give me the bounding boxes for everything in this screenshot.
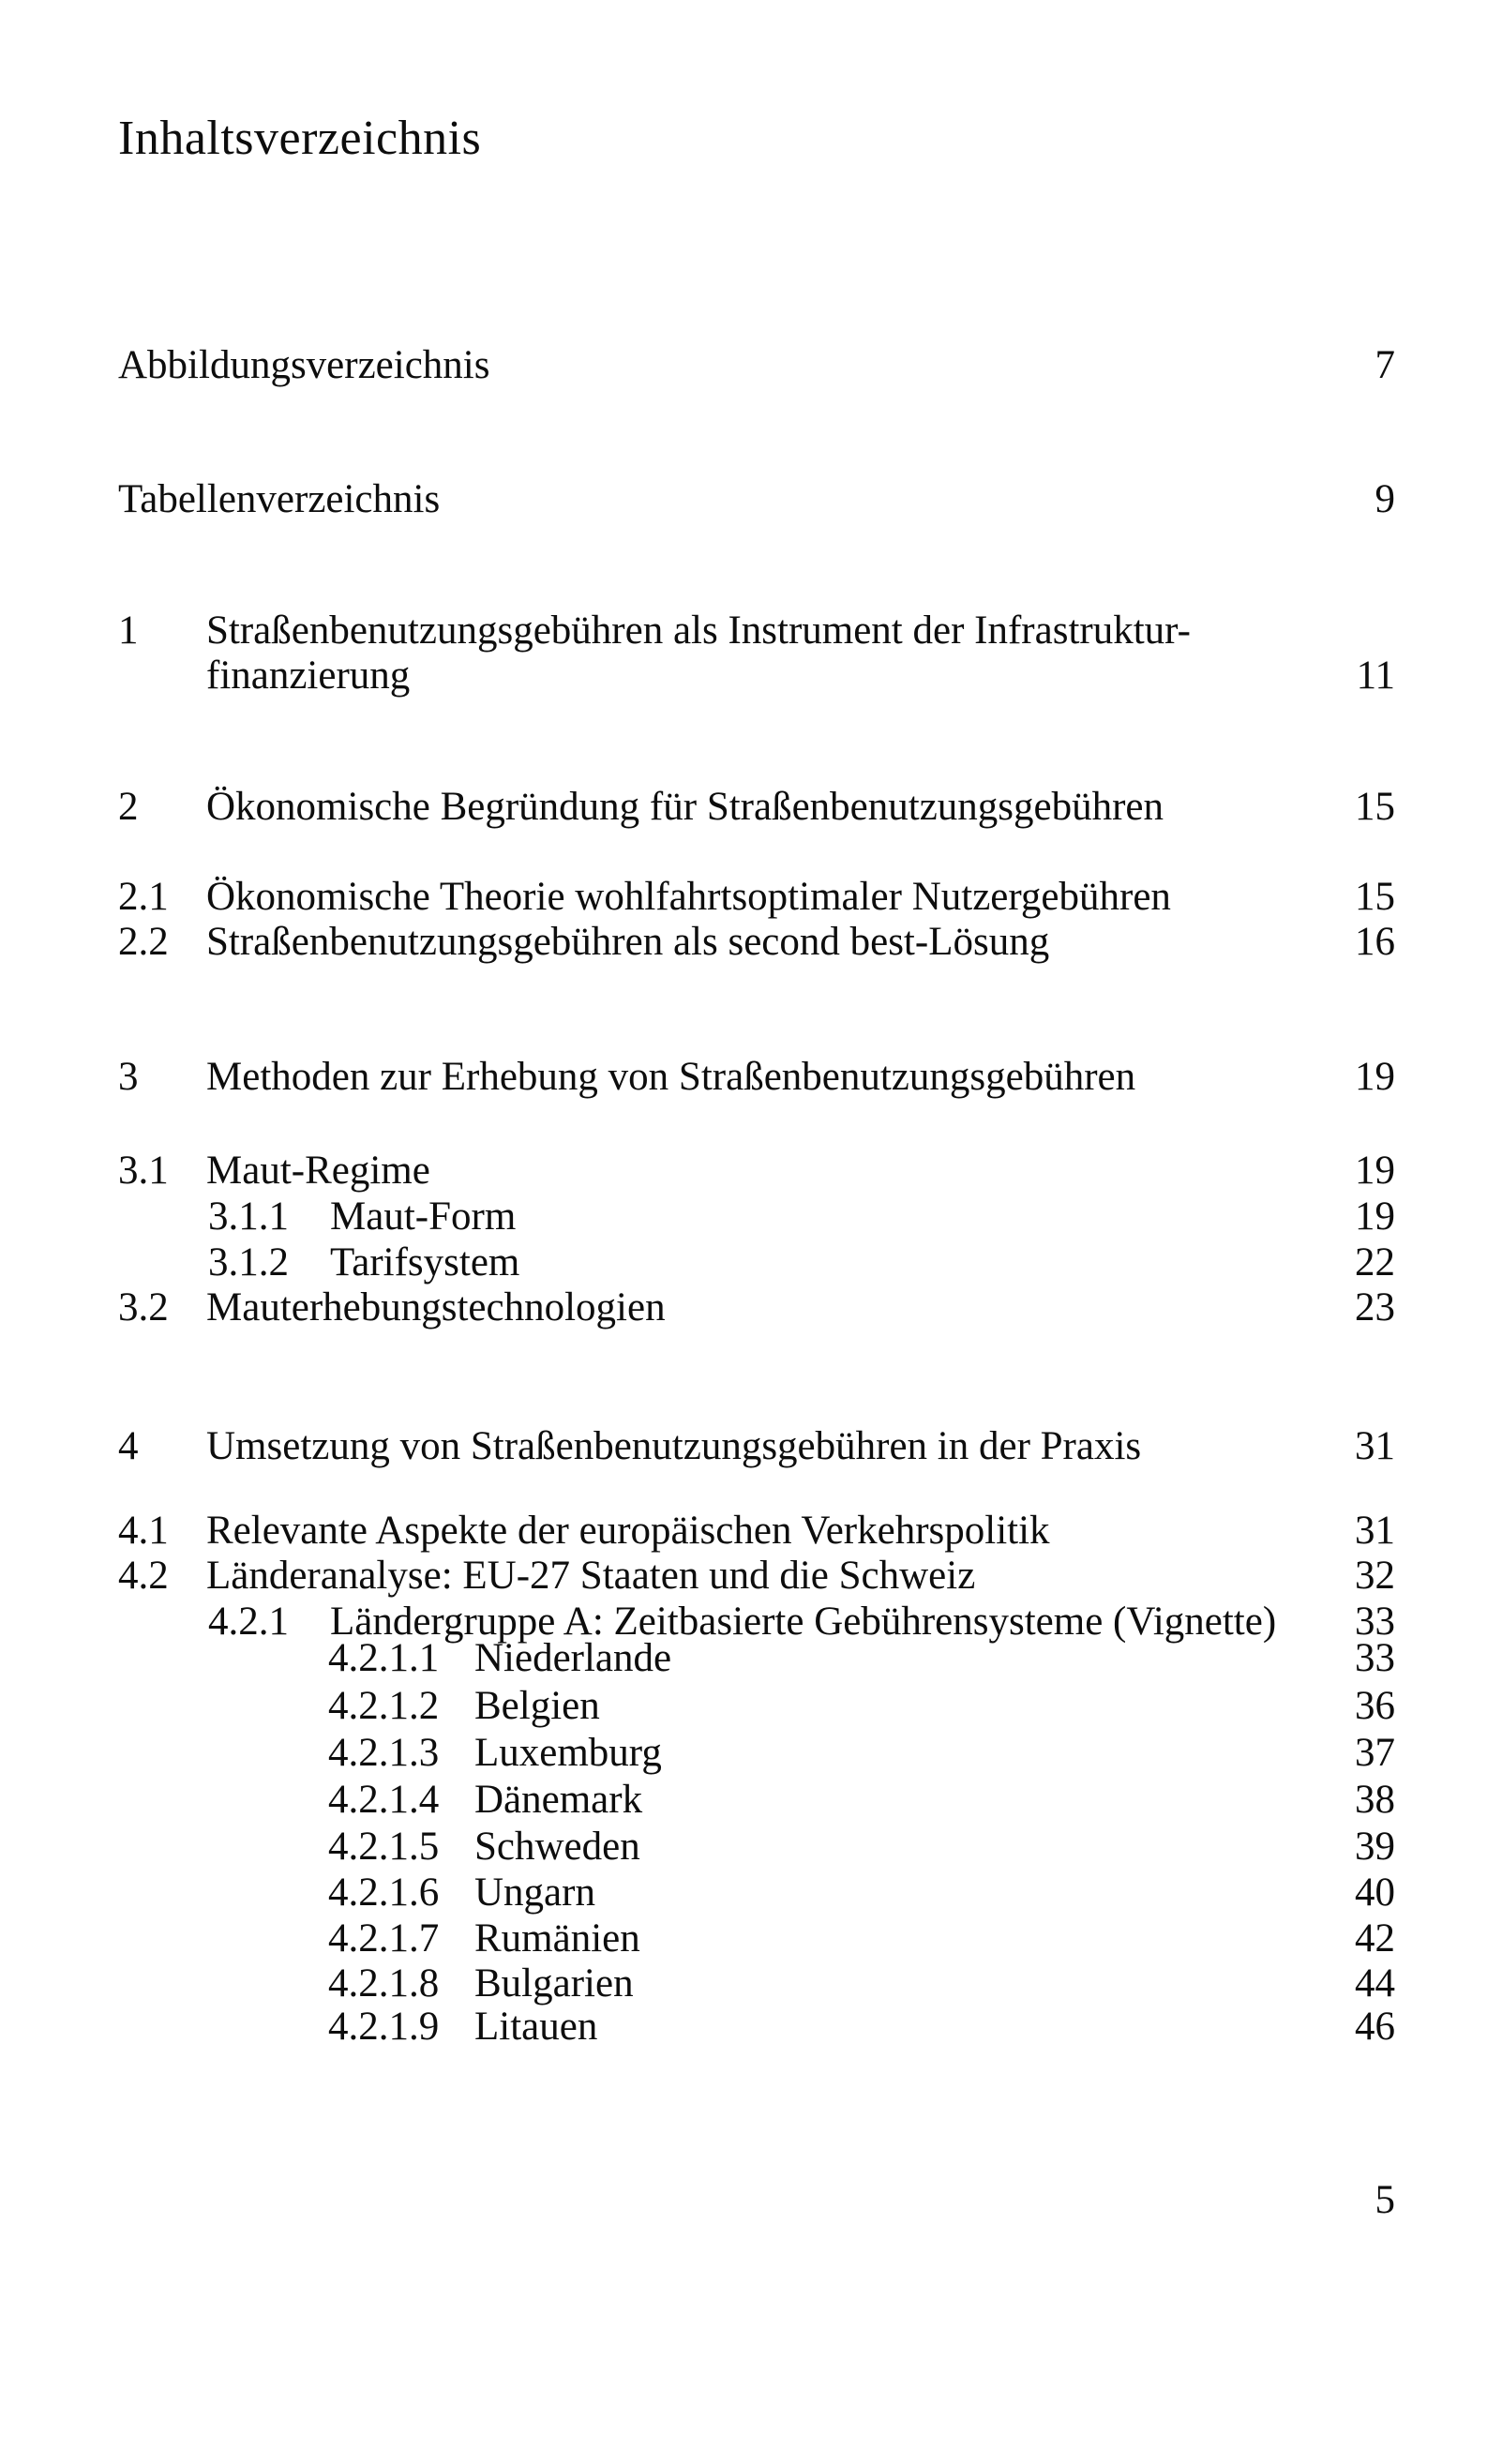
toc-title: Maut-Regime	[206, 1149, 430, 1193]
toc-page-number: 15	[1355, 875, 1395, 919]
toc-number: 4.2.1.2	[328, 1684, 440, 1728]
toc-entry-4-2-1-3	[0, 1730, 1502, 1779]
toc-page-number: 33	[1355, 1600, 1395, 1644]
toc-title: Rumänien	[474, 1916, 640, 1961]
toc-entry-4-1	[0, 1508, 1502, 1556]
toc-number: 4.2.1.6	[328, 1871, 440, 1915]
toc-entry-4-2-1-9	[0, 2004, 1502, 2052]
toc-page-number: 19	[1355, 1055, 1395, 1099]
toc-page-number: 33	[1355, 1636, 1395, 1680]
toc-entry-2-1	[0, 874, 1502, 923]
toc-page-number: 16	[1355, 920, 1395, 964]
toc-entry-2	[0, 784, 1502, 833]
toc-number: 4.2.1.4	[328, 1778, 440, 1822]
toc-title: Niederlande	[474, 1636, 672, 1680]
toc-page-number: 46	[1355, 2005, 1395, 2049]
toc-number: 4.2.1.7	[328, 1916, 440, 1961]
toc-page-number: 22	[1355, 1240, 1395, 1285]
toc-title: Umsetzung von Straßenbenutzungsgebühren in der Praxis	[206, 1424, 1142, 1468]
toc-page-number: 19	[1355, 1149, 1395, 1193]
toc-page-number: 31	[1355, 1424, 1395, 1468]
toc-title: Straßenbenutzungsgebühren als second best-Lösung	[206, 920, 1050, 964]
toc-title: Maut-Form	[330, 1194, 517, 1239]
toc-title: Belgien	[474, 1684, 600, 1728]
toc-entry-4-2-1-6	[0, 1870, 1502, 1918]
toc-entry-4-2	[0, 1553, 1502, 1601]
toc-entry-4-2-1-5	[0, 1824, 1502, 1872]
toc-title: Ökonomische Begründung für Straßenbenutzungsgebühren	[206, 785, 1164, 829]
toc-number: 3.1.2	[208, 1240, 289, 1285]
toc-title: Tarifsystem	[330, 1240, 520, 1285]
toc-title: Länderanalyse: EU-27 Staaten und die Schweiz	[206, 1554, 976, 1598]
toc-number: 4.2.1	[208, 1600, 289, 1644]
toc-number: 4.2.1.3	[328, 1731, 440, 1775]
toc-number: 4.2.1.1	[328, 1636, 440, 1680]
toc-title: Tabellenverzeichnis	[118, 477, 441, 521]
toc-page-number: 9	[1374, 477, 1395, 521]
toc-title-continued: finanzierung	[206, 654, 411, 698]
toc-entry-3-2	[0, 1285, 1502, 1333]
toc-number: 2.1	[118, 875, 169, 919]
toc-number: 2.2	[118, 920, 169, 964]
toc-number: 4.2.1.5	[328, 1825, 440, 1869]
toc-title: Abbildungsverzeichnis	[118, 343, 490, 387]
toc-number: 4.1	[118, 1509, 169, 1553]
toc-page-number: 32	[1355, 1554, 1395, 1598]
toc-page-number: 31	[1355, 1509, 1395, 1553]
toc-number: 4.2.1.8	[328, 1961, 440, 2006]
toc-entry-4-2-1-7	[0, 1916, 1502, 1964]
toc-title: Bulgarien	[474, 1961, 634, 2006]
toc-title: Relevante Aspekte der europäischen Verkehrspolitik	[206, 1509, 1050, 1553]
toc-entry-3	[0, 1054, 1502, 1103]
toc-page-number: 42	[1355, 1916, 1395, 1961]
toc-title: Methoden zur Erhebung von Straßenbenutzungsgebühren	[206, 1055, 1136, 1099]
toc-entry-4-2-1-2	[0, 1683, 1502, 1732]
toc-number: 1	[118, 608, 139, 653]
toc-number: 4.2	[118, 1554, 169, 1598]
toc-title: Litauen	[474, 2005, 598, 2049]
toc-page-number: 19	[1355, 1194, 1395, 1239]
toc-entry-2-2	[0, 919, 1502, 968]
toc-title: Ländergruppe A: Zeitbasierte Gebührensysteme (Vignette)	[330, 1600, 1277, 1644]
toc-page-number: 40	[1355, 1871, 1395, 1915]
toc-page-number: 36	[1355, 1684, 1395, 1728]
toc-title: Dänemark	[474, 1778, 643, 1822]
toc-entry-4-2-1-4	[0, 1777, 1502, 1825]
page-title: Inhaltsverzeichnis	[118, 112, 482, 165]
toc-page-number: 37	[1355, 1731, 1395, 1775]
toc-number: 3	[118, 1055, 139, 1099]
toc-number: 3.1	[118, 1149, 169, 1193]
toc-page-number: 7	[1374, 343, 1395, 387]
toc-entry-1-line1	[0, 608, 1502, 656]
toc-title: Mauterhebungstechnologien	[206, 1285, 666, 1330]
toc-number: 4	[118, 1424, 139, 1468]
toc-title: Ökonomische Theorie wohlfahrtsoptimaler Nutzergebühren	[206, 875, 1171, 919]
toc-page-number: 11	[1356, 654, 1395, 698]
toc-entry-4-2-1-1	[0, 1635, 1502, 1684]
toc-number: 4.2.1.9	[328, 2005, 440, 2049]
toc-title: Luxemburg	[474, 1731, 662, 1775]
toc-page-number: 38	[1355, 1778, 1395, 1822]
toc-title: Ungarn	[474, 1871, 595, 1915]
page-number: 5	[1374, 2178, 1395, 2222]
toc-entry-abbildungsverzeichnis	[0, 342, 1502, 391]
toc-number: 2	[118, 785, 139, 829]
toc-title: Schweden	[474, 1825, 640, 1869]
toc-page-number: 23	[1355, 1285, 1395, 1330]
toc-number: 3.2	[118, 1285, 169, 1330]
toc-page-number: 44	[1355, 1961, 1395, 2006]
toc-entry-tabellenverzeichnis	[0, 476, 1502, 525]
toc-entry-3-1-2	[0, 1240, 1502, 1288]
toc-entry-4	[0, 1423, 1502, 1472]
toc-entry-3-1	[0, 1148, 1502, 1196]
toc-entry-4-2-1-8	[0, 1961, 1502, 2009]
toc-page-number: 39	[1355, 1825, 1395, 1869]
toc-page-number: 15	[1355, 785, 1395, 829]
toc-number: 3.1.1	[208, 1194, 289, 1239]
toc-title: Straßenbenutzungsgebühren als Instrument der Infrastruktur-	[206, 608, 1191, 653]
toc-entry-3-1-1	[0, 1194, 1502, 1242]
toc-entry-1-line2	[0, 653, 1502, 701]
